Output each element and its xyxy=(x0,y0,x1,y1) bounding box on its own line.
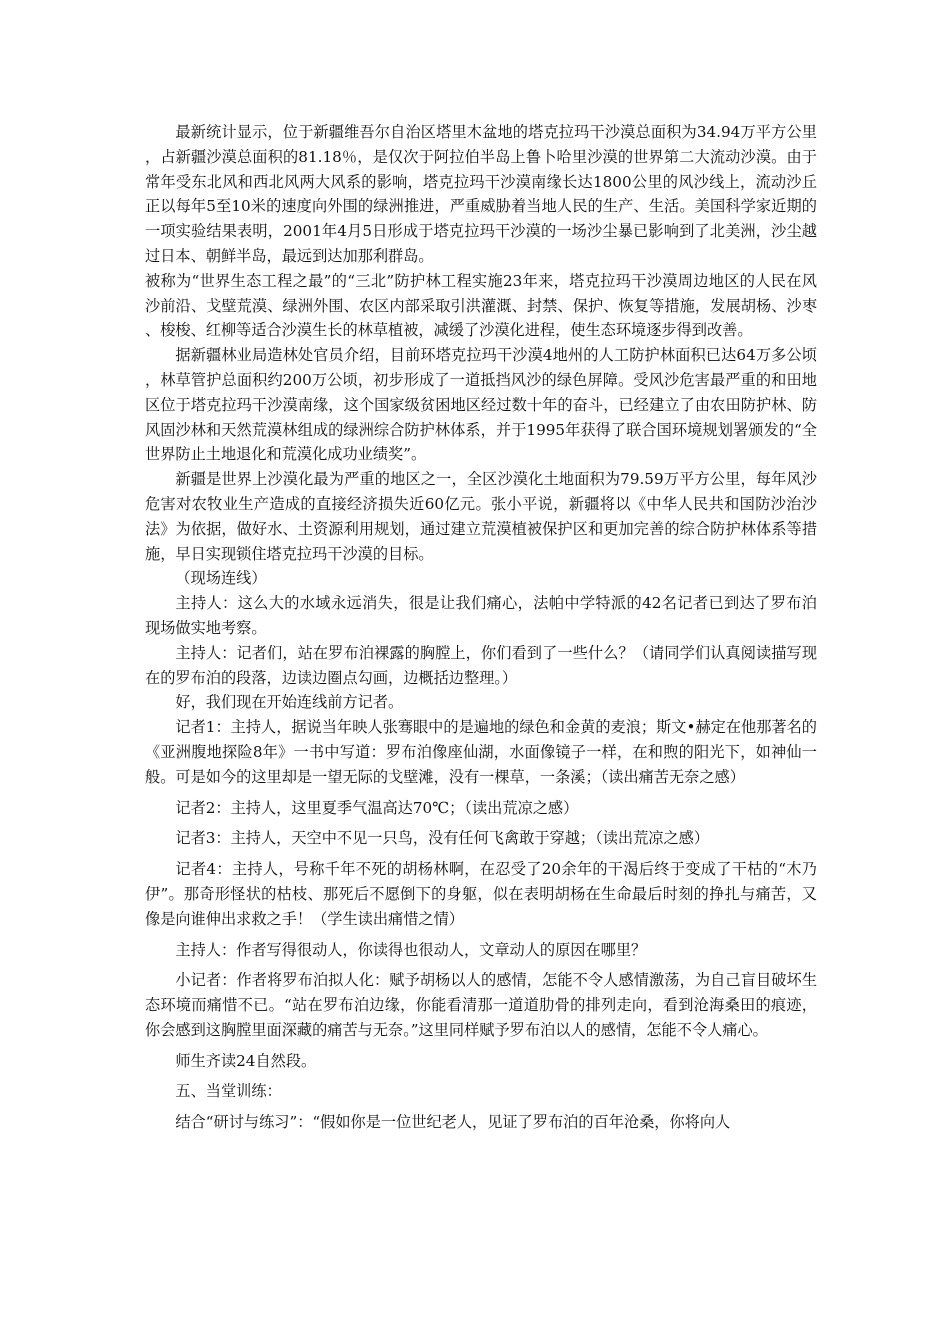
section-heading-classroom-training: 五、当堂训练： xyxy=(175,1082,282,1101)
paragraph-start-connection: 好，我们现在开始连线前方记者。 xyxy=(175,693,404,712)
paragraph-forestry-official: 据新疆林业局造林处官员介绍，目前环塔克拉玛干沙漠4地州的人工防护林面积已达64万多公顷，林草管护总面积约200万公顷，初步形成了一道抵挡风沙的绿色屏障。受风沙危害最严重的和田地区位于塔克拉玛干沙漠南缘，这个国家级贫困地区经过数十年的奋斗，已经建立了由农田防护林、防风固沙林和天然荒漠林组成的绿洲综合防护林体系，并于1995年获得了联合国环境规划署颁发的“全世界防止土地退化和荒漠化成功业绩奖”。 xyxy=(145,346,817,464)
paragraph-live-connection: （现场连线） xyxy=(175,569,267,588)
paragraph-reporter-3: 记者3：主持人，天空中不见一只鸟，没有任何飞禽敢于穿越；（读出荒凉之感） xyxy=(175,829,710,848)
paragraph-host-2: 主持人：记者们，站在罗布泊裸露的胸膛上，你们看到了一些什么？（请同学们认真阅读描写现在的罗布泊的段落，边读边圈点勾画，边概括边整理。） xyxy=(145,643,817,687)
paragraph-reporter-4: 记者4：主持人，号称千年不死的胡杨林啊，在忍受了20余年的干渴后终于变成了干枯的“木乃伊”。那奇形怪状的枯枝、那死后不愿倒下的身躯，似在表明胡杨在生命最后时刻的挣扎与痛苦，又像是向谁伸出求救之手！（学生读出痛惜之情） xyxy=(145,860,817,928)
paragraph-host-1: 主持人：这么大的水域永远消失，很是让我们痛心，法帕中学特派的42名记者已到达了罗布泊现场做实地考察。 xyxy=(145,594,817,637)
paragraph-read-aloud: 师生齐读24自然段。 xyxy=(175,1051,317,1070)
paragraph-desert-statistics: 最新统计显示，位于新疆维吾尔自治区塔里木盆地的塔克拉玛干沙漠总面积为34.94万平方公里，占新疆沙漠总面积的81.18％，是仅次于阿拉伯半岛上鲁卜哈里沙漠的世界第二大流动沙漠。由于常年受东北风和西北风两大风系的影响，塔克拉玛干沙漠南缘长达1800公里的风沙线上，流动沙丘正以每年5至10米的速度向外围的绿洲推进，严重威胁着当地人民的生产、生活。美国科学家近期的一项实验结果表明，2001年4月5日形成于塔克拉玛干沙漠的一场沙尘暴已影响到了北美洲，沙尘越过日本、朝鲜半岛，最远到达加那利群岛。 xyxy=(145,123,817,265)
paragraph-xinjiang-desertification: 新疆是世界上沙漠化最为严重的地区之一，全区沙漠化土地面积为79.59万平方公里，每年风沙危害对农牧业生产造成的直接经济损失近60亿元。张小平说，新疆将以《中华人民共和国防沙治沙法》为依据，做好水、土资源利用规划，通过建立荒漠植被保护区和更加完善的综合防护林体系等措施，早日实现锁住塔克拉玛干沙漠的目标。 xyxy=(145,470,817,563)
paragraph-reporter-2: 记者2：主持人，这里夏季气温高达70℃；（读出荒凉之感） xyxy=(175,798,579,817)
document-page xyxy=(145,120,817,1135)
paragraph-young-reporter: 小记者：作者将罗布泊拟人化：赋予胡杨以人的感情，怎能不令人感情激荡，为自己盲目破坏生态环境而痛惜不已。“站在罗布泊边缘，你能看清那一道道肋骨的排列走向，看到沧海桑田的痕迹，你会感到这胸膛里面深藏的痛苦与无奈。”这里同样赋予罗布泊以人的感情，怎能不令人痛心。 xyxy=(145,971,817,1039)
paragraph-reporter-1: 记者1：主持人，据说当年映人张骞眼中的是遍地的绿色和金黄的麦浪；斯文•赫定在他那著名的《亚洲腹地探险8年》一书中写道：罗布泊像座仙湖，水面像镜子一样，在和煦的阳光下，如神仙一般。可是如今的这里却是一望无际的戈壁滩，没有一棵草，一条溪；（读出痛苦无奈之感） xyxy=(145,718,817,786)
paragraph-three-north-project: 被称为“世界生态工程之最”的“三北”防护林工程实施23年来，塔克拉玛干沙漠周边地区的人民在风沙前沿、戈壁荒漠、绿洲外围、农区内部采取引洪灌溉、封禁、保护、恢复等措施，发展胡杨、沙枣、梭梭、红柳等适合沙漠生长的林草植被，减缓了沙漠化进程，使生态环境逐步得到改善。 xyxy=(145,271,817,340)
paragraph-discussion-exercise: 结合“研讨与练习”：“假如你是一位世纪老人，见证了罗布泊的百年沧桑，你将向人 xyxy=(175,1113,731,1132)
paragraph-host-question: 主持人：作者写得很动人，你读得也很动人，文章动人的原因在哪里？ xyxy=(175,940,647,959)
